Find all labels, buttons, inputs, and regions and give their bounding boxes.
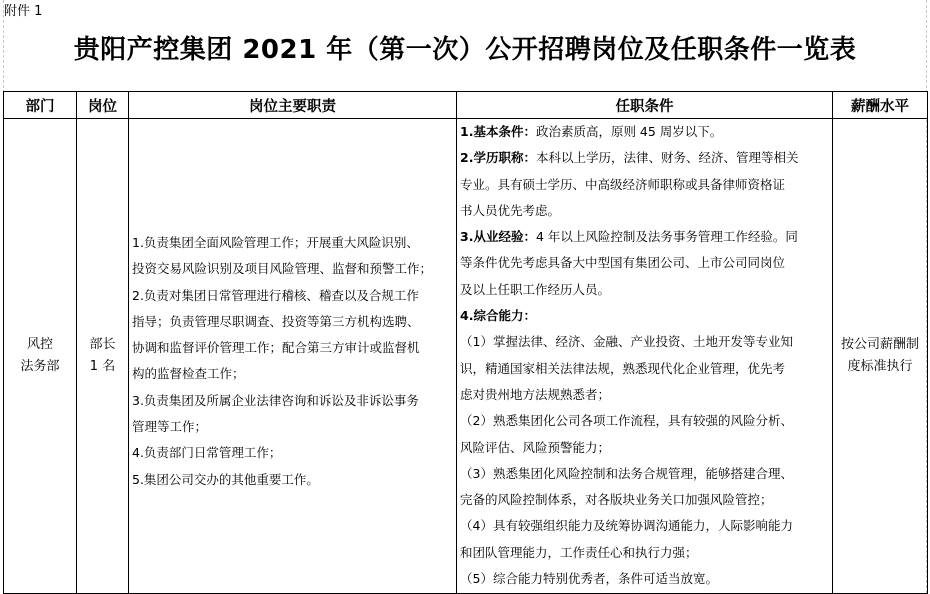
duty-line: 5.集团公司交办的其他重要工作。	[132, 471, 319, 487]
duty-line: 指导；负责管理尽职调查、投资等第三方机构选聘、	[132, 313, 420, 329]
duty-line: 协调和监督评价管理工作；配合第三方审计或监督机	[132, 340, 420, 356]
req-basic	[460, 119, 830, 145]
header-department: 部门	[4, 92, 77, 119]
requirements-cell	[457, 119, 833, 594]
page-title: 贵阳产控集团 2021 年（第一次）公开招聘岗位及任职条件一览表	[73, 35, 857, 65]
duty-line: 1.负责集团全面风险管理工作；开展重大风险识别、	[132, 235, 419, 250]
req-exp-line: 等条件优先考虑具备大中型国有集团公司、上市公司同岗位	[460, 255, 786, 271]
duty-line: 3.负责集团及所属企业法律咨询和诉讼及非诉讼事务	[132, 392, 419, 408]
duty-line: 构的监督检查工作；	[132, 366, 245, 382]
position-cell	[77, 119, 129, 594]
req-exp-text: 4 年以上风险控制及法务事务管理工作经验。同	[535, 229, 798, 245]
req-edu-label: 2.学历职称：	[460, 150, 536, 166]
req-ability-label: 4.综合能力：	[460, 308, 536, 324]
req-ability-line: （2）熟悉集团化公司各项工作流程，具有较强的风险分析、	[460, 413, 793, 429]
req-edu-text: 本科以上学历，法律、财务、经济、管理等相关	[535, 150, 799, 166]
department-line: 法务部	[20, 359, 60, 374]
salary-line: 度标准执行	[847, 359, 913, 374]
salary-cell	[833, 119, 928, 594]
duty-line: 2.负责对集团日常管理进行稽核、稽查以及合规工作	[132, 287, 419, 303]
recruitment-table	[3, 91, 928, 594]
req-ability-line: 识，精通国家相关法律法规，熟悉现代化企业管理，优先考	[460, 360, 786, 376]
req-exp-label: 3.从业经验：	[460, 229, 536, 245]
duties-cell	[129, 119, 457, 594]
position-line: 1 名	[89, 359, 116, 374]
req-edu-line: 专业。具有硕士学历、中高级经济师职称或具备律师资格证	[460, 176, 786, 192]
duty-line: 管理等工作；	[132, 419, 208, 435]
header-position: 岗位	[77, 92, 129, 119]
req-ability-line: 虑对贵州地方法规熟悉者；	[460, 386, 611, 402]
header-requirements: 任职条件	[457, 92, 833, 119]
department-cell	[4, 119, 77, 594]
req-exp	[460, 224, 830, 250]
attachment-label: 附件 1	[4, 4, 43, 19]
req-ability-line: 和团队管理能力，工作责任心和执行力强；	[460, 544, 698, 560]
req-ability-line: 完备的风险控制体系，对各版块业务关口加强风险管控；	[460, 492, 773, 508]
header-row	[4, 92, 928, 119]
req-exp-line: 及以上任职工作经历人员。	[460, 281, 611, 297]
position-line: 部长	[89, 337, 116, 352]
req-ability-line: （3）熟悉集团化风险控制和法务合规管理，能够搭建合理、	[460, 465, 793, 481]
req-ability-line: （4）具有较强组织能力及统筹协调沟通能力，人际影响能力	[460, 518, 793, 534]
req-edu-line: 书人员优先考虑。	[460, 202, 561, 218]
req-basic-text: 政治素质高，原则 45 周岁以下。	[535, 124, 723, 139]
req-edu	[460, 145, 830, 171]
table-row	[4, 119, 928, 594]
header-salary: 薪酬水平	[833, 92, 928, 119]
department-line: 风控	[26, 337, 53, 352]
duty-line: 4.负责部门日常管理工作；	[132, 445, 282, 461]
req-basic-label: 1.基本条件：	[460, 124, 536, 139]
req-ability-line: 风险评估、风险预警能力；	[460, 439, 611, 455]
header-duties: 岗位主要职责	[129, 92, 457, 119]
req-ability-line: （1）掌握法律、经济、金融、产业投资、土地开发等专业知	[460, 334, 793, 350]
salary-line: 按公司薪酬制	[840, 337, 919, 352]
duty-line: 投资交易风险识别及项目风险管理、监督和预警工作；	[132, 261, 433, 277]
req-ability-line: （5）综合能力特别优秀者，条件可适当放宽。	[460, 571, 718, 587]
